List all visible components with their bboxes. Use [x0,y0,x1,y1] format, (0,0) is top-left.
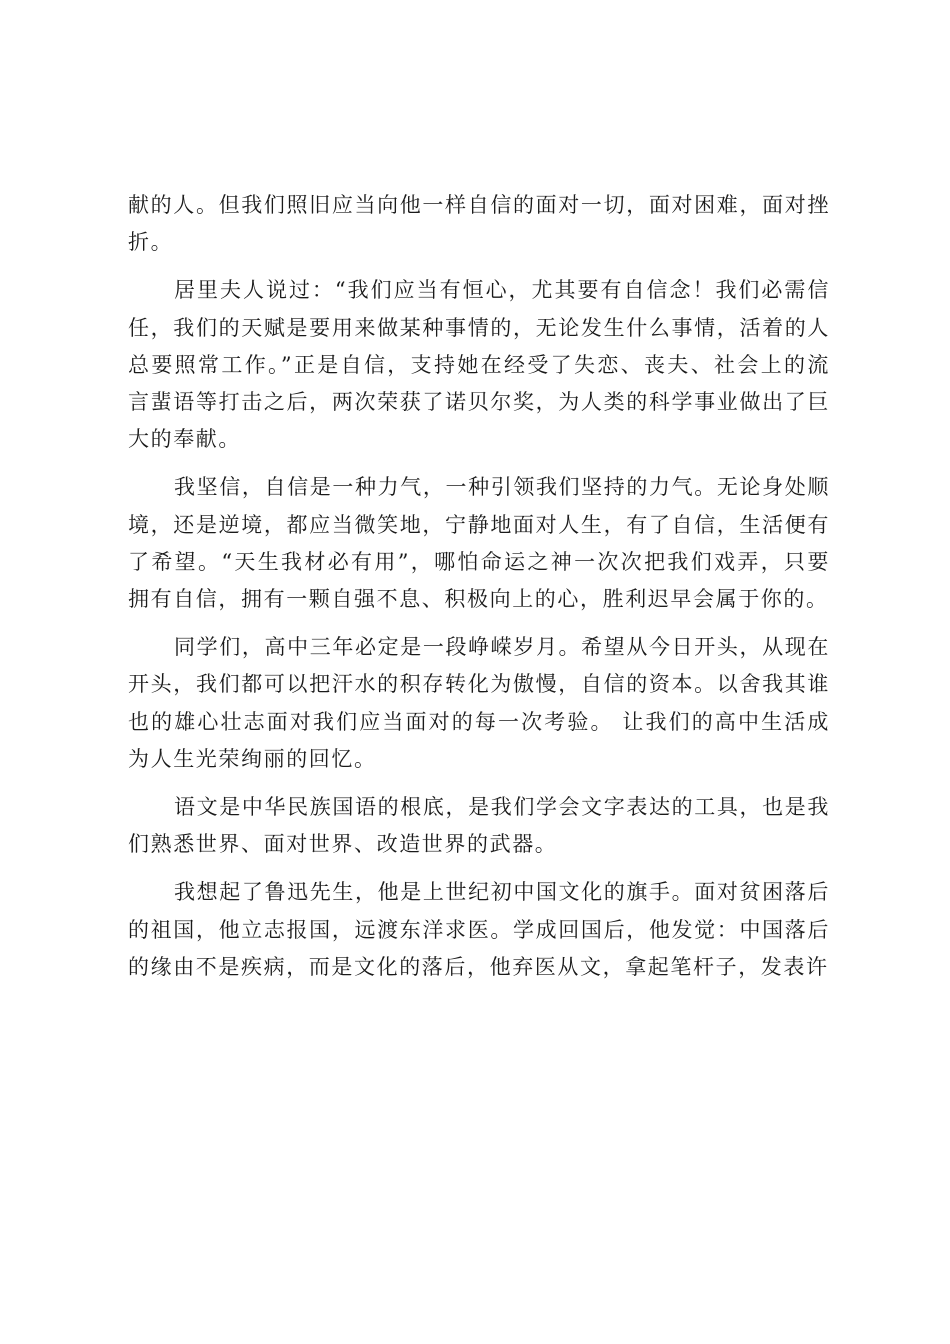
paragraph-4: 同学们，高中三年必定是一段峥嵘岁月。希望从今日开头，从现在开头，我们都可以把汗水的积存转化为傲慢，自信的资本。以舍我其谁也的雄心壮志面对我们应当面对的每一次考验。 让我们的高中生活成为人生光荣绚丽的回忆。 [128,635,830,771]
body-text [128,187,830,997]
paragraph-3: 我坚信，自信是一种力气，一种引领我们坚持的力气。无论身处顺境，还是逆境，都应当微笑地，宁静地面对人生，有了自信，生活便有了希望。“天生我材必有用”，哪怕命运之神一次次把我们戏弄，只要拥有自信，拥有一颗自强不息、积极向上的心，胜利迟早会属于你的。 [128,475,830,612]
paragraph-1: 献的人。但我们照旧应当向他一样自信的面对一切，面对困难，面对挫折。 [128,193,830,255]
paragraph-2: 居里夫人说过：“我们应当有恒心，尤其要有自信念！我们必需信任，我们的天赋是要用来做某种事情的，无论发生什么事情，活着的人总要照常工作。”正是自信，支持她在经受了失恋、丧夫、社会上的流言蜚语等打击之后，两次荣获了诺贝尔奖，为人类的科学事业做出了巨大的奉献。 [128,278,830,452]
paragraph-5: 语文是中华民族国语的根底，是我们学会文字表达的工具，也是我们熟悉世界、面对世界、改造世界的武器。 [128,795,830,857]
paragraph-6: 我想起了鲁迅先生，他是上世纪初中国文化的旗手。面对贫困落后的祖国，他立志报国，远渡东洋求医。学成回国后，他发觉：中国落后的缘由不是疾病，而是文化的落后，他弃医从文，拿起笔杆子，发表许 [128,880,830,979]
